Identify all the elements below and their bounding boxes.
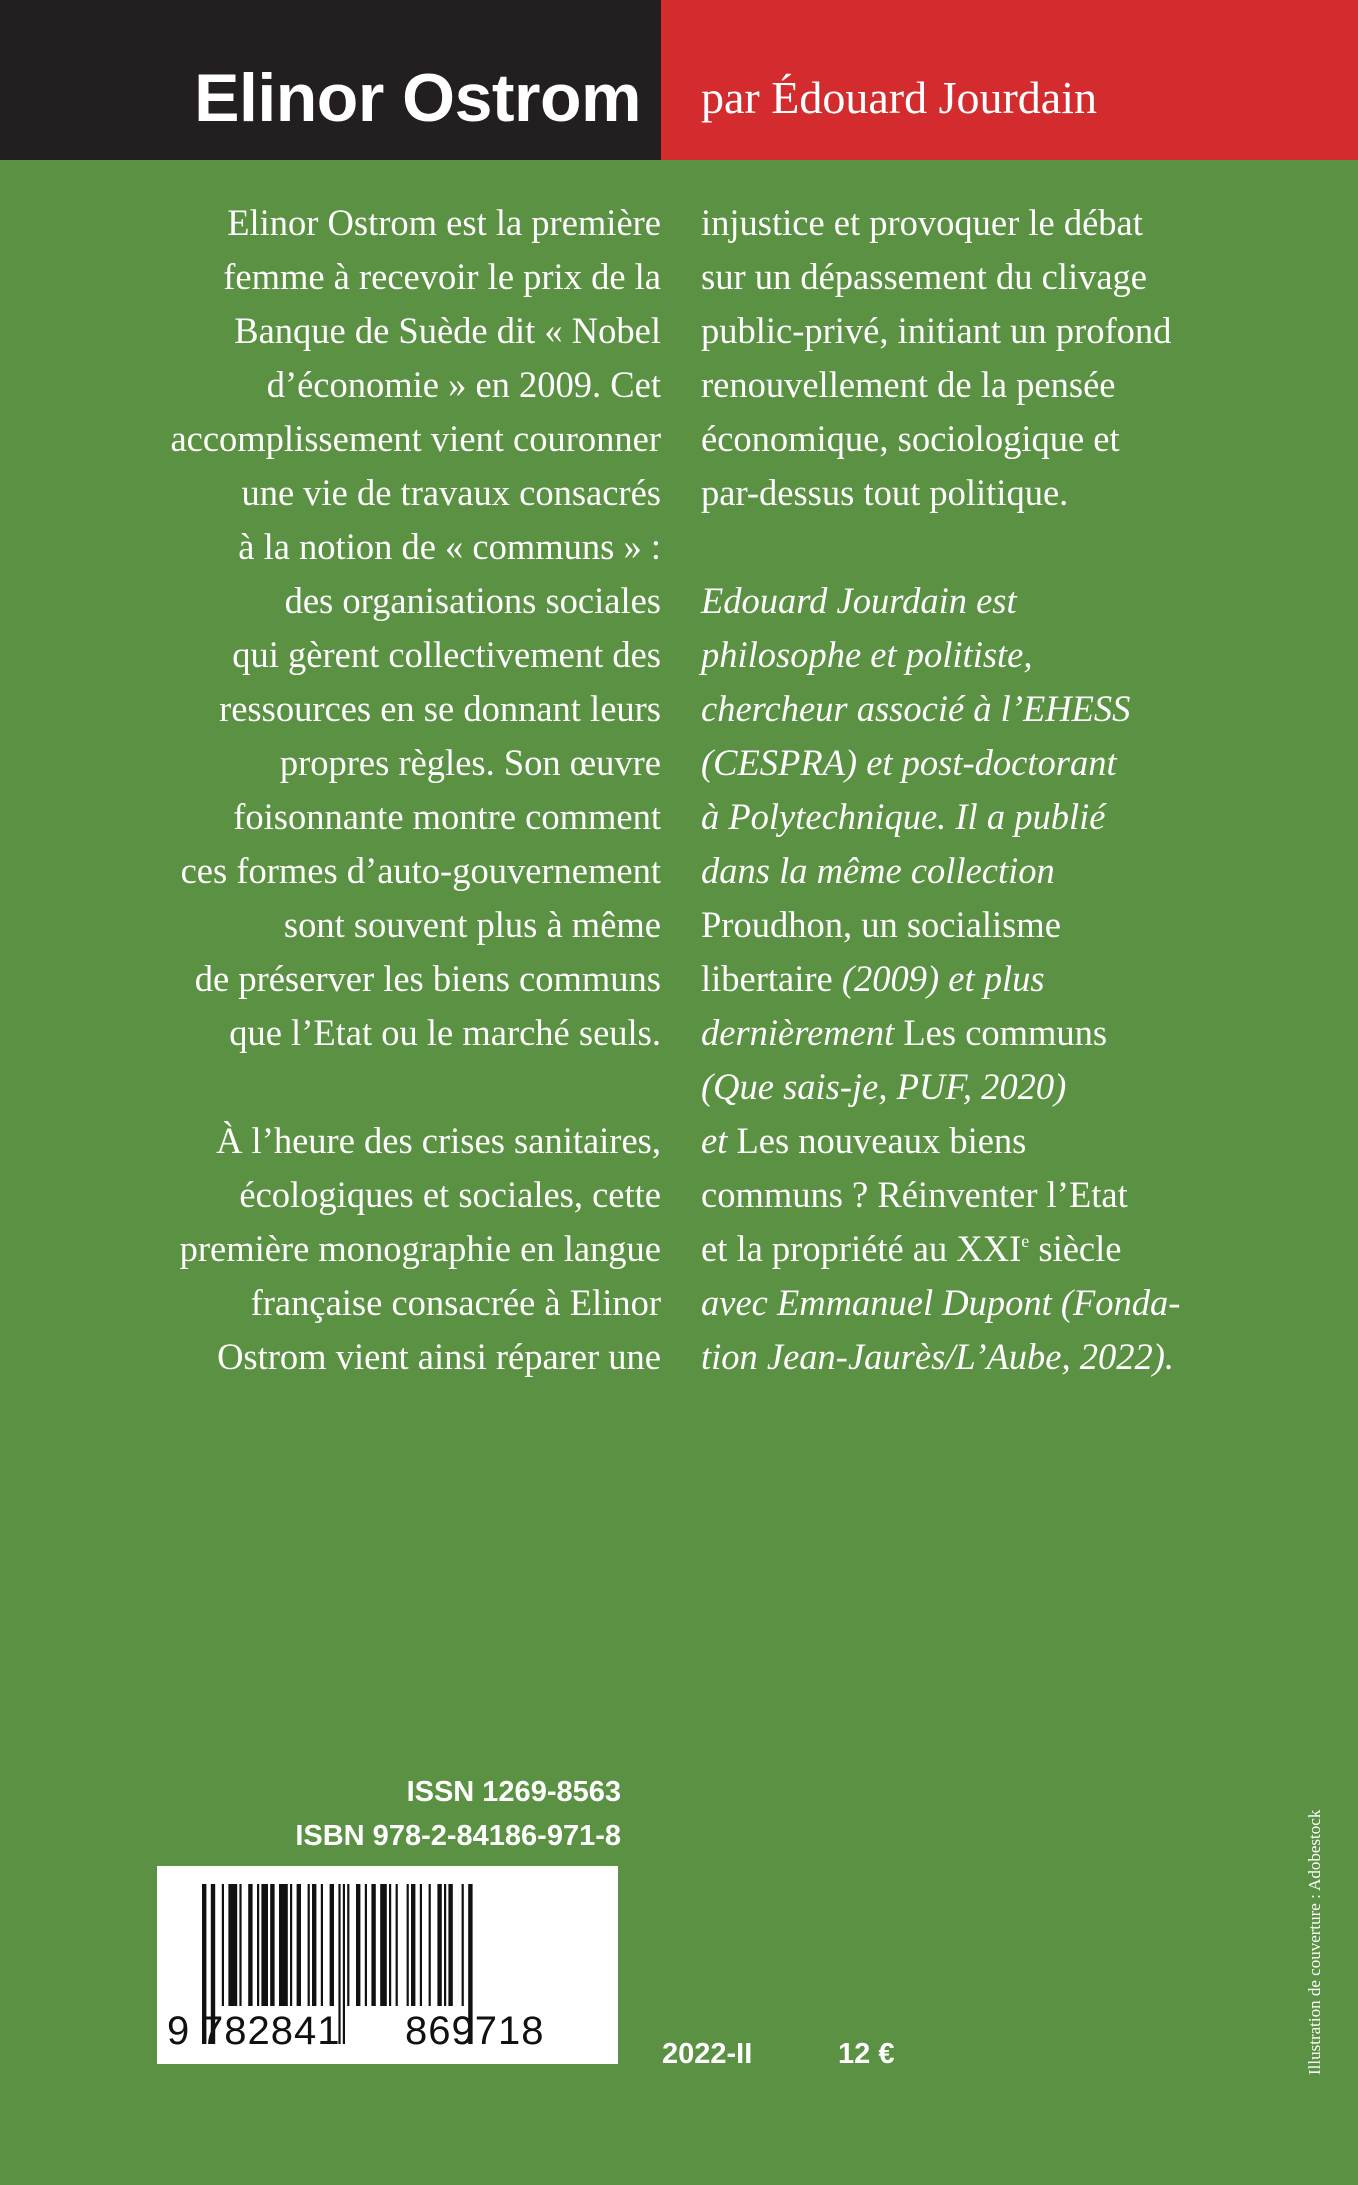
bio-line: avec Emmanuel Dupont (Fonda- <box>701 1282 1181 1323</box>
publication-codes <box>295 1770 621 1858</box>
blurb-left-column <box>100 196 661 1384</box>
text-line: à la notion de « communs » : <box>238 526 661 567</box>
barcode-bar <box>312 1884 316 2006</box>
bio-fragment: . Il a publié <box>937 796 1106 837</box>
text-line: des organisations sociales <box>284 580 661 621</box>
book-title-fragment: Les communs <box>903 1012 1108 1053</box>
barcode-bar <box>444 1884 446 2006</box>
bio-line: Edouard Jourdain est <box>701 580 1017 621</box>
barcode-bar <box>347 1884 349 2006</box>
blurb-paragraph-3 <box>701 196 1261 520</box>
barcode-bar <box>248 1884 252 2006</box>
barcode-bar <box>257 1884 259 2006</box>
barcode-bar <box>380 1884 387 2006</box>
bio-fragment: à Polytechnique <box>701 796 938 837</box>
book-title-fragment: et la propriété au XXI <box>701 1228 1022 1269</box>
bio-line: (CESPRA) et post-doctorant <box>701 742 1117 783</box>
text-line: ces formes d’auto-gouvernement <box>180 850 661 891</box>
bio-fragment: dernièrement <box>701 1012 904 1053</box>
bio-line <box>701 1222 1261 1276</box>
barcode-bar <box>270 1884 274 2006</box>
bio-fragment: , PUF, 2020) <box>878 1066 1067 1107</box>
bio-fragment: , 2022). <box>1061 1336 1175 1377</box>
bio-line <box>701 1006 1261 1060</box>
author-band <box>661 0 1358 160</box>
book-title: Elinor Ostrom <box>194 60 641 136</box>
text-line: ressources en se donnant leurs <box>219 688 661 729</box>
barcode-bar <box>429 1884 431 2006</box>
book-title-line: Proudhon, un socialisme <box>701 904 1061 945</box>
blurb-paragraph-1 <box>100 196 661 1060</box>
text-line: écologiques et sociales, cette <box>239 1174 661 1215</box>
bio-line <box>701 952 1261 1006</box>
barcode-bar <box>290 1884 292 2006</box>
text-line: que l’Etat ou le marché seuls. <box>229 1012 661 1053</box>
text-line: injustice et provoquer le débat <box>701 202 1143 243</box>
text-line: sur un dépassement du clivage <box>701 256 1147 297</box>
text-line: À l’heure des crises sanitaires, <box>216 1120 661 1161</box>
text-line: une vie de travaux consacrés <box>241 472 661 513</box>
barcode-bar <box>396 1884 398 2006</box>
barcode-bar <box>321 1884 323 2006</box>
barcode-bar <box>297 1884 301 2006</box>
text-line: économique, sociologique et <box>701 418 1120 459</box>
isbn-barcode <box>157 1866 618 2064</box>
barcode-bar <box>448 1884 452 2006</box>
bio-line: dans la même collection <box>701 850 1055 891</box>
barcode-bar <box>437 1884 441 2006</box>
book-title-fragment: Les nouveaux biens <box>736 1120 1027 1161</box>
barcode-right-group: 869718 <box>405 2009 545 2053</box>
barcode-bar <box>356 1884 360 2006</box>
superscript: e <box>1021 1231 1030 1251</box>
bio-line <box>701 1330 1261 1384</box>
isbn-number: ISBN 978-2-84186-971-8 <box>295 1820 621 1852</box>
barcode-bar <box>222 1884 224 2006</box>
barcode-bar <box>371 1884 375 2006</box>
bio-line <box>701 790 1261 844</box>
author-bio <box>701 574 1261 1384</box>
blurb-right-column <box>701 196 1261 1384</box>
book-title-line: communs ? Réinventer l’Etat <box>701 1174 1128 1215</box>
text-line: propres règles. Son œuvre <box>279 742 661 783</box>
text-line: d’économie » en 2009. Cet <box>266 364 661 405</box>
barcode-digits <box>157 2006 618 2056</box>
text-line: Elinor Ostrom est la première <box>227 202 661 243</box>
bio-line: chercheur associé à l’EHESS <box>701 688 1131 729</box>
barcode-bar <box>228 1884 237 2006</box>
barcode-bar <box>462 1884 464 2006</box>
book-title-fragment: libertaire <box>701 958 842 999</box>
bio-fragment: tion Jean-Jaurès/L’Aube <box>701 1336 1062 1377</box>
author-byline: par Édouard Jourdain <box>701 72 1097 123</box>
title-band <box>0 0 661 160</box>
barcode-bar <box>239 1884 241 2006</box>
book-title-fragment: siècle <box>1029 1228 1122 1269</box>
barcode-first-digit: 9 <box>167 2009 190 2053</box>
text-line: Banque de Suède dit « Nobel <box>234 310 661 351</box>
price: 12 € <box>838 2038 895 2070</box>
barcode-bar <box>279 1884 288 2006</box>
text-line: qui gèrent collectivement des <box>232 634 661 675</box>
text-line: renouvellement de la pensée <box>701 364 1116 405</box>
text-line: de préserver les biens communs <box>194 958 661 999</box>
text-line: Ostrom vient ainsi réparer une <box>217 1336 661 1377</box>
bio-line: philosophe et politiste, <box>701 634 1033 675</box>
bio-fragment: (2009) et plus <box>841 958 1045 999</box>
text-line: française consacrée à Elinor <box>250 1282 661 1323</box>
issn-number: ISSN 1269-8563 <box>406 1776 621 1808</box>
edition-code: 2022-II <box>662 2038 753 2070</box>
barcode-bar <box>420 1884 422 2006</box>
cover-credit: Illustration de couverture : Adobestock <box>1305 1809 1324 2075</box>
text-line: femme à recevoir le prix de la <box>223 256 661 297</box>
text-line: sont souvent plus à même <box>283 904 661 945</box>
text-line: accomplissement vient couronner <box>170 418 661 459</box>
barcode-bar <box>308 1884 310 2006</box>
text-line: public-privé, initiant un profond <box>701 310 1172 351</box>
barcode-bar <box>411 1884 415 2006</box>
text-line: par-dessus tout politique. <box>701 472 1069 513</box>
barcode-left-group: 782841 <box>201 2009 341 2053</box>
bio-fragment: et <box>701 1120 737 1161</box>
barcode-bar <box>389 1884 391 2006</box>
blurb-paragraph-2 <box>100 1114 661 1384</box>
text-line: première monographie en langue <box>179 1228 661 1269</box>
barcode-bar <box>330 1884 334 2006</box>
barcode-bar <box>261 1884 268 2006</box>
bio-line <box>701 1114 1261 1168</box>
bio-fragment: (Que sais-je <box>701 1066 879 1107</box>
text-line: foisonnante montre comment <box>233 796 661 837</box>
barcode-bar <box>365 1884 367 2006</box>
barcode-bar <box>407 1884 409 2006</box>
bio-line <box>701 1060 1261 1114</box>
